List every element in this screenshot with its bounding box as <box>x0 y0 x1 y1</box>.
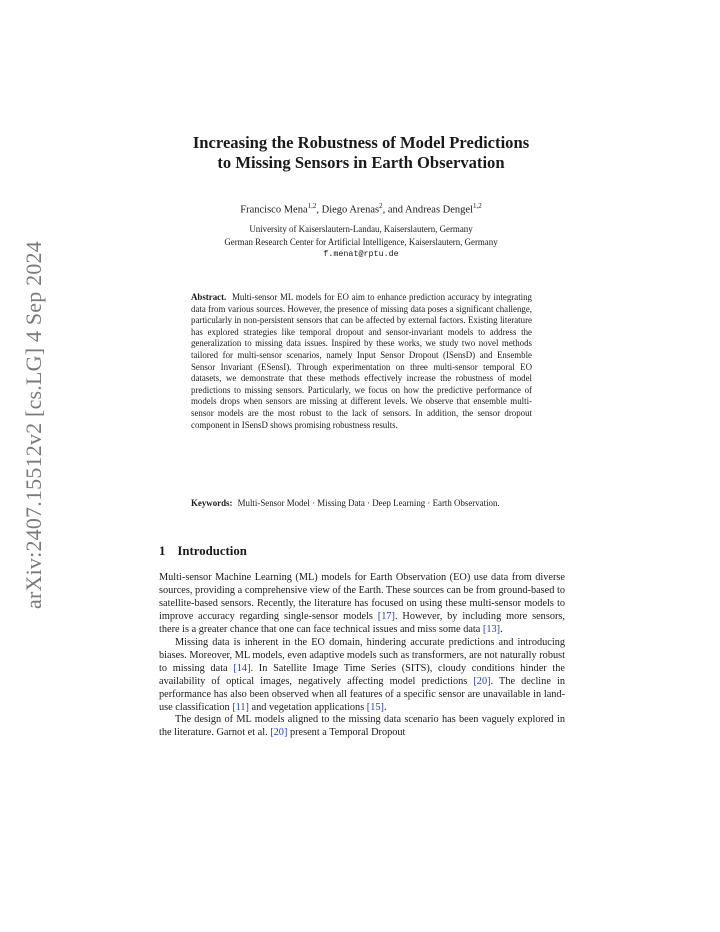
paragraph-text: Multi-sensor Machine Learning (ML) models for Earth Observation (EO) use data from diverse sources, providing a comprehensive view of the Earth. These sources can be from ground-based to satellite-based sensors. Recently, the literature has focused on using these multi-sensor models to improve accuracy regarding single-sensor models <box>159 572 565 622</box>
paragraph <box>159 572 565 637</box>
keywords-label: Keywords: <box>191 498 233 508</box>
author-affiliation-marker: 1,2 <box>472 202 482 210</box>
keywords <box>191 498 532 510</box>
author-name: Francisco Mena <box>240 204 308 216</box>
section-heading <box>159 543 247 559</box>
paragraph <box>159 714 565 740</box>
keywords-text: Multi-Sensor Model · Missing Data · Deep Learning · Earth Observation. <box>237 498 500 508</box>
author-separator: , and <box>382 204 406 216</box>
paragraph-text: . However, by including more sensors, there is a greater chance that one can face technical issues and miss some data <box>159 610 566 635</box>
paragraph <box>159 637 565 715</box>
citation-link[interactable]: [11] <box>232 701 249 713</box>
author-affiliation-marker: 1,2 <box>307 202 317 210</box>
title-line-1: Increasing the Robustness of Model Predictions <box>192 133 530 152</box>
author-email[interactable]: f.menat@rptu.de <box>323 249 399 259</box>
citation-link[interactable]: [20] <box>270 727 288 739</box>
section-title: Introduction <box>177 544 247 558</box>
abstract-text: Multi-sensor ML models for EO aim to enhance prediction accuracy by integrating data from various sources. However, the presence of missing data poses a significant challenge, particularly in non-persistent sensors that can be affected by external factors. Existing literature has explored strategies like temporal dropout and sensor-invariant models to address the generalization to missing data issues. Inspired by these works, we study two novel methods tailored for multi-sensor scenarios, namely Input Sensor Dropout (ISensD) and Ensemble Sensor Invariant (ESensI). Through experimentation on three multi-sensor temporal EO datasets, we demonstrate that these methods effectively increase the robustness of model predictions to missing sensors. Particularly, we focus on how the predictive performance of models drops when sensors are missing at different levels. We observe that ensemble multi-sensor models are the most robust to the lack of sensors. In addition, the sensor dropout component in ISensD shows promising robustness results. <box>191 292 532 430</box>
author-separator: , <box>316 204 322 216</box>
abstract <box>191 292 532 431</box>
paragraph-text: . <box>383 701 387 713</box>
author-name: Diego Arenas <box>321 204 380 216</box>
paragraph-text: Missing data is inherent in the EO domain, hindering accurate predictions and introducing biases. Moreover, ML models, even adaptive models such as transformers, are not naturally robust to missing data <box>159 636 565 674</box>
affiliation-line: University of Kaiserslautern-Landau, Kaiserslautern, Germany <box>249 224 473 234</box>
arxiv-identifier-stamp[interactable]: arXiv:2407.15512v2 [cs.LG] 4 Sep 2024 <box>21 241 46 609</box>
author-affiliation-marker: 2 <box>379 202 383 210</box>
affiliations <box>120 223 602 261</box>
section-number: 1 <box>159 544 166 558</box>
paragraph-text: . The decline in performance has also been observed when all features of a specific sensor are unavailable in land-use classification <box>159 675 566 713</box>
affiliation-line: German Research Center for Artificial Intelligence, Kaiserslautern, Germany <box>224 236 498 247</box>
paragraph-text: . <box>500 623 503 635</box>
paragraph-text: present a Temporal Dropout <box>287 727 406 739</box>
introduction-body <box>159 572 565 740</box>
paragraph-text: . In Satellite Image Time Series (SITS), cloudy conditions hinder the availability of optical images, negatively affecting model predictions <box>159 662 565 687</box>
citation-link[interactable]: [13] <box>482 623 501 635</box>
citation-link[interactable]: [15] <box>366 701 384 713</box>
paragraph-text: The design of ML models aligned to the missing data scenario has been vaguely explored in the literature. Garnot et al. <box>159 714 565 739</box>
citation-link[interactable]: [14] <box>233 662 251 674</box>
author-name: Andreas Dengel <box>405 204 473 216</box>
author-list <box>120 199 602 218</box>
title-line-2: to Missing Sensors in Earth Observation <box>217 153 505 172</box>
paragraph-text: and vegetation applications <box>248 701 367 713</box>
citation-link[interactable]: [17] <box>377 610 395 622</box>
citation-link[interactable]: [20] <box>473 675 491 687</box>
paper-title <box>120 133 602 173</box>
abstract-label: Abstract. <box>191 292 227 302</box>
